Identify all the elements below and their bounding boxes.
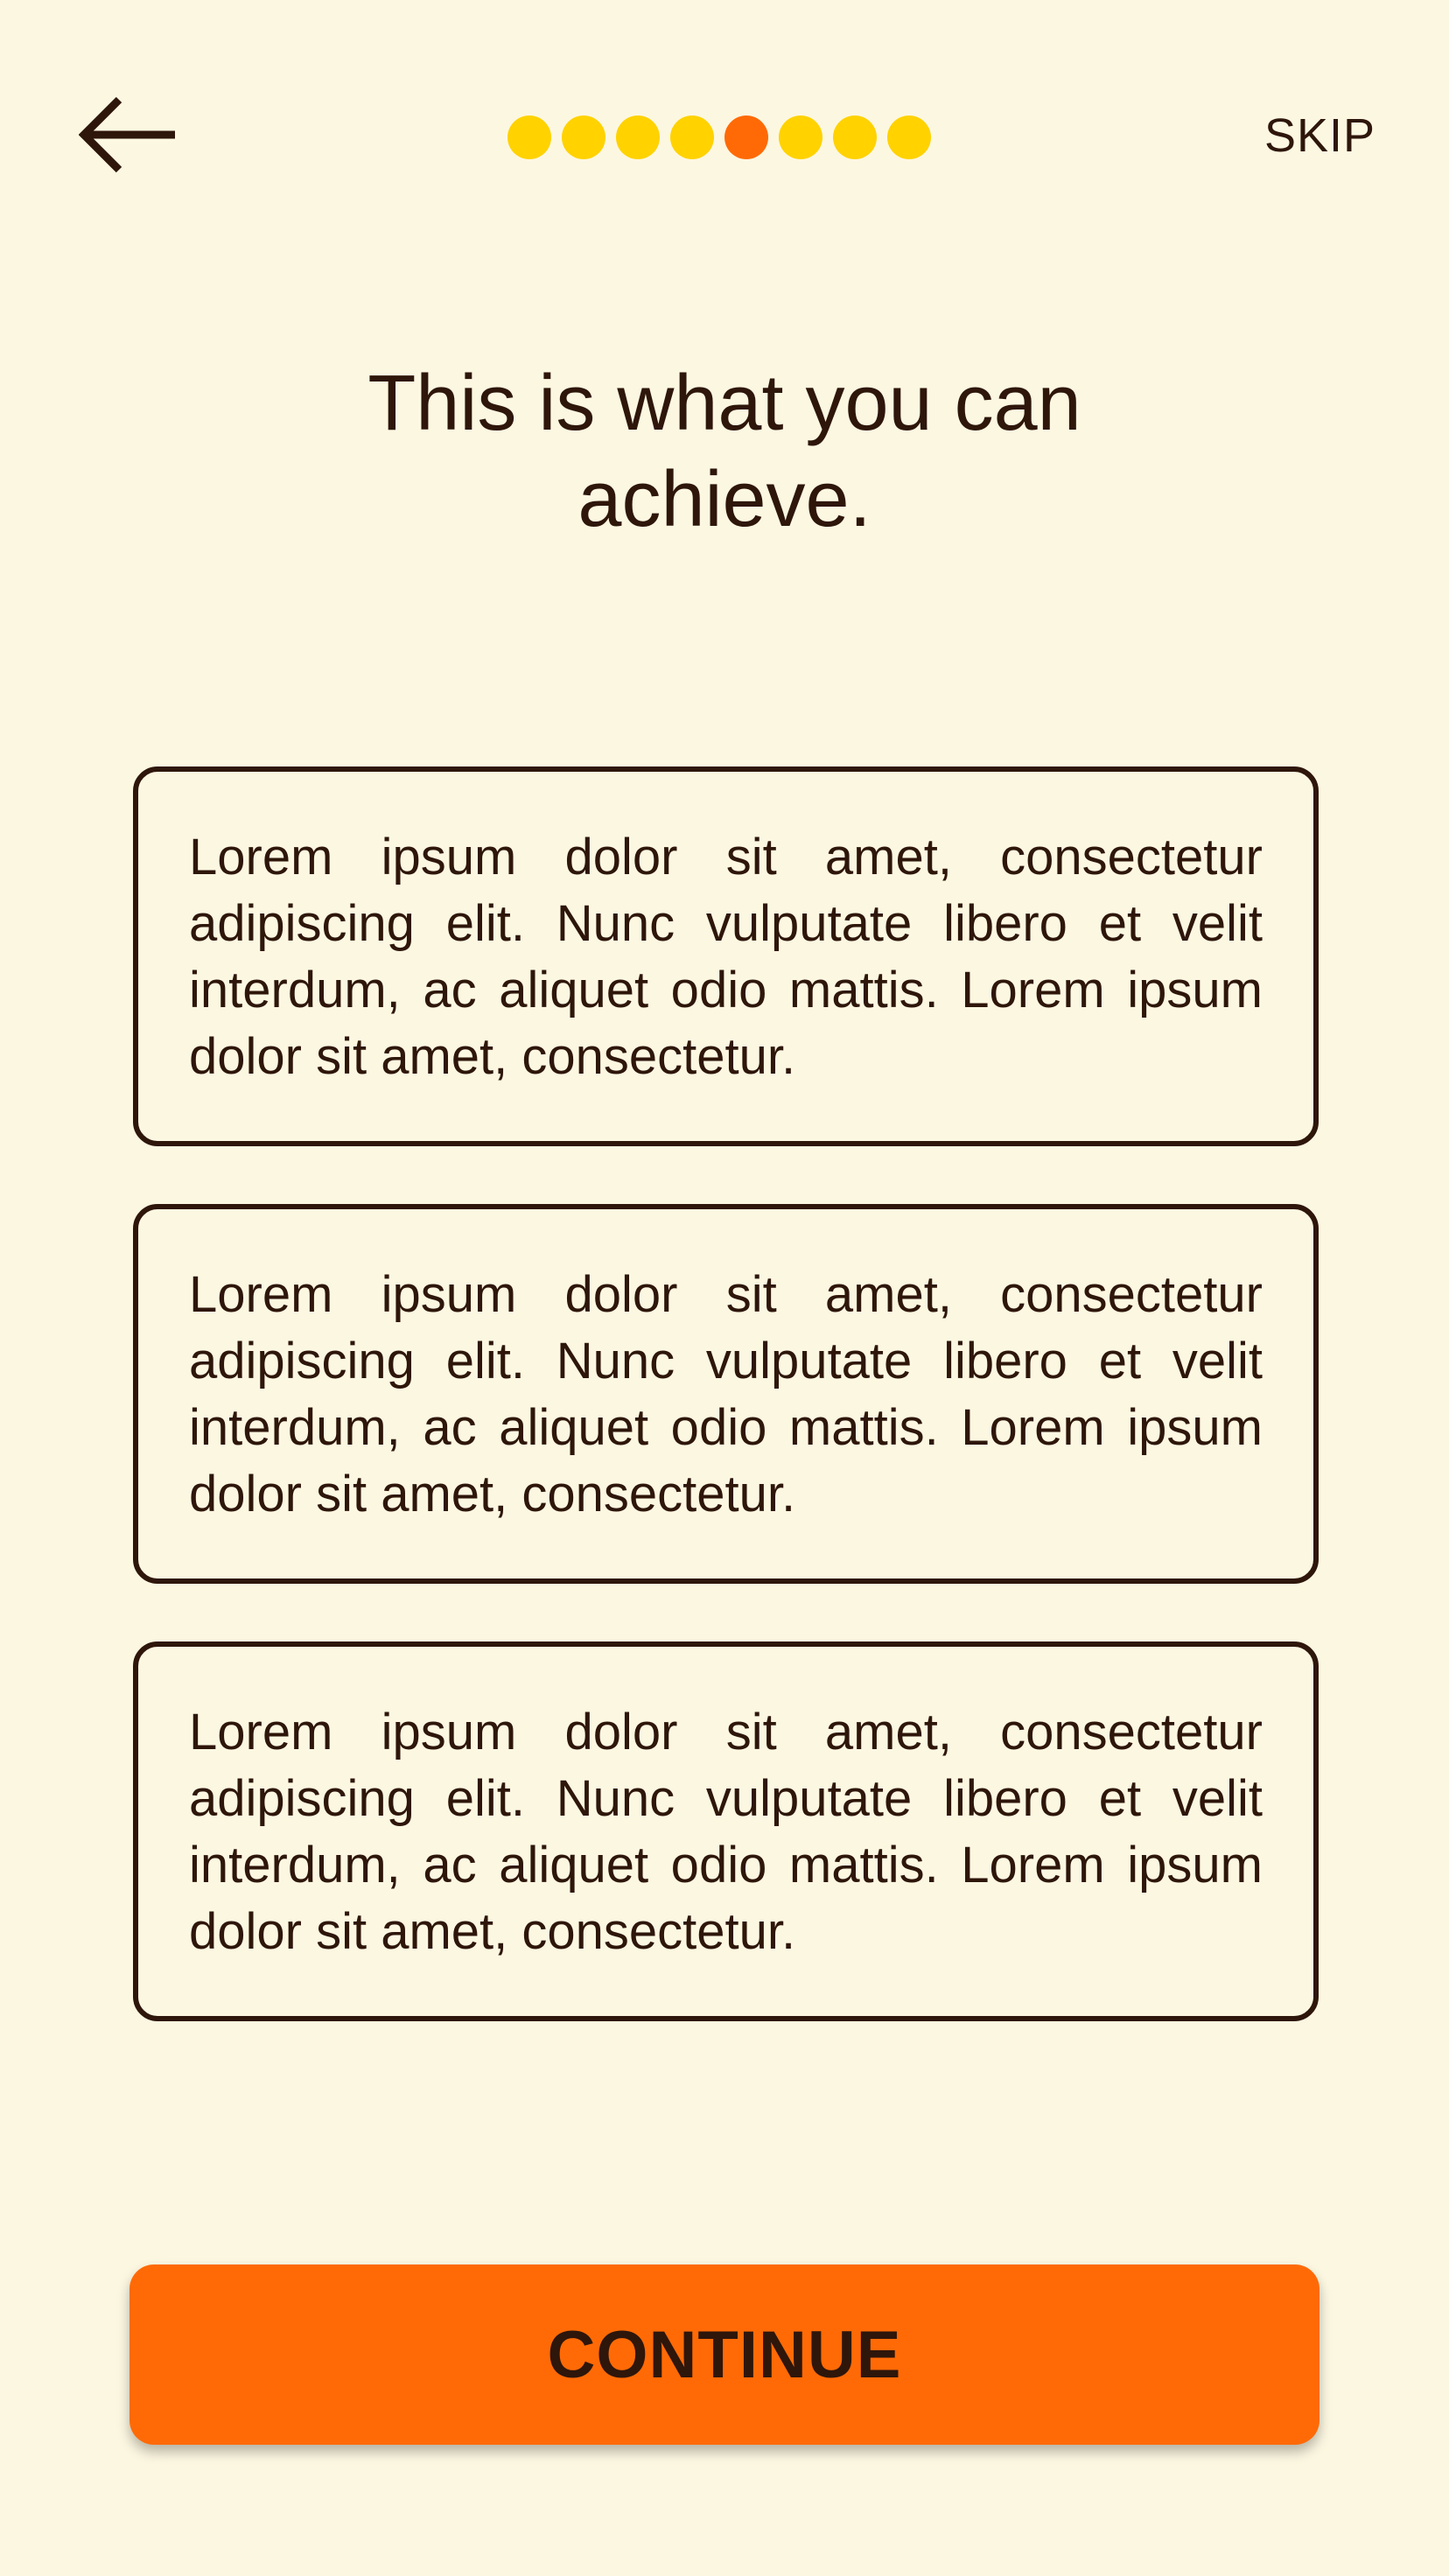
page-title-line-1: This is what you can <box>368 360 1082 447</box>
achievement-card <box>133 1204 1319 1584</box>
achievement-card-text: Lorem ipsum dolor sit amet, consectetur adipiscing elit. Nunc vulputate libero et velit interdum, ac aliquet odio mattis. Lorem ipsum dolor sit amet, consectetur. <box>189 829 1263 1085</box>
achievement-card-text: Lorem ipsum dolor sit amet, consectetur adipiscing elit. Nunc vulputate libero et velit interdum, ac aliquet odio mattis. Lorem ipsum dolor sit amet, consectetur. <box>189 1266 1263 1522</box>
progress-indicator <box>508 116 931 163</box>
progress-dot <box>508 116 551 159</box>
back-button[interactable] <box>79 88 184 192</box>
progress-dot-current <box>724 116 768 159</box>
page-title <box>0 355 1449 548</box>
progress-dot <box>670 116 714 159</box>
achievement-card <box>133 766 1319 1146</box>
progress-dot <box>562 116 606 159</box>
progress-dot <box>887 116 931 159</box>
progress-dot <box>833 116 877 159</box>
continue-button[interactable]: CONTINUE <box>130 2264 1320 2445</box>
arrow-left-icon <box>79 88 184 192</box>
achievement-card-text: Lorem ipsum dolor sit amet, consectetur adipiscing elit. Nunc vulputate libero et velit interdum, ac aliquet odio mattis. Lorem ipsum dolor sit amet, consectetur. <box>189 1704 1263 1960</box>
achievement-card <box>133 1642 1319 2021</box>
skip-button[interactable]: SKIP <box>1264 109 1376 162</box>
progress-dot <box>779 116 822 159</box>
progress-dot <box>616 116 660 159</box>
top-bar <box>0 0 1449 280</box>
page-title-line-2: achieve. <box>578 456 872 543</box>
